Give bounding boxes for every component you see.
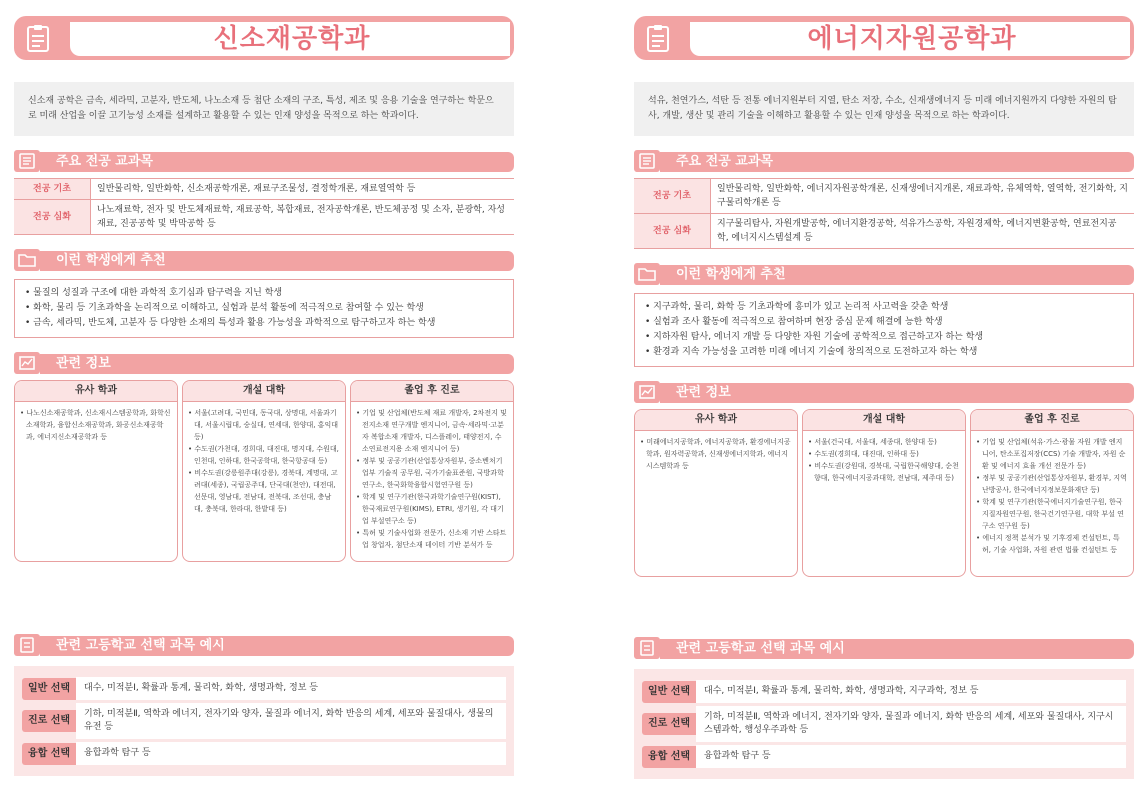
list-item: • 학계 및 연구기관(한국에너지기술연구원, 한국지질자원연구원, 한국건기연구원, 대학 부설 연구소 연구원 등) [976,496,1128,532]
info-column-head: 유사 학과 [15,381,177,402]
notebook-icon [634,637,660,659]
table-row [642,745,1126,768]
table-row [642,706,1126,742]
list-item: • 에너지 정책 분석가 및 기후경제 컨설턴트, 특허, 기술 사업화, 자원 관련 법률 컨설턴트 등 [976,532,1128,556]
course-value: 일반물리학, 일반화학, 신소재공학개론, 재료구조물성, 결정학개론, 재료열역학 등 [91,179,515,200]
course-key: 전공 기초 [634,179,711,214]
hs-value: 기하, 미적분Ⅱ, 역학과 에너지, 전자기와 양자, 물질과 에너지, 화학 반응의 세계, 세포와 물질대사, 생물의 유전 등 [76,703,506,739]
section-header-info: 관련 정보 [14,352,514,374]
course-table [634,178,1134,249]
section-header-highschool: 관련 고등학교 선택 과목 예시 [634,637,1134,659]
list-item: • 수도권(경희대, 대진대, 인하대 등) [808,448,960,460]
page-title: 에너지자원공학과 [807,24,1017,54]
list-item: • 물질의 성질과 구조에 대한 과학적 호기심과 탐구력을 지닌 학생 [25,286,503,301]
list-item: • 화학, 물리 등 기초과학을 논리적으로 이해하고, 실험과 분석 활동에 적극적으로 참여할 수 있는 학생 [25,301,503,316]
title-banner [14,16,514,62]
course-value: 일반물리학, 일반화학, 에너지자원공학개론, 신재생에너지개론, 재료과학, 유체역학, 열역학, 전기화학, 지구물리학개론 등 [711,179,1135,214]
course-value: 지구물리탐사, 자원개발공학, 에너지환경공학, 석유가스공학, 자원경제학, 에너지변환공학, 연료전지공학, 에너지시스템설계 등 [711,214,1135,249]
hs-value: 융합과학 탐구 등 [696,745,1126,768]
hs-key: 진로 선택 [642,713,696,735]
info-columns [634,409,1134,577]
table-row [14,179,514,200]
section-header-recommend: 이런 학생에게 추천 [634,263,1134,285]
hs-key: 융합 선택 [22,743,76,765]
info-column-head: 졸업 후 진로 [351,381,513,402]
hs-key: 일반 선택 [22,678,76,700]
info-columns [14,380,514,562]
list-item: • 서울(건국대, 서울대, 세종대, 한양대 등) [808,436,960,448]
chart-icon [14,352,40,374]
course-value: 나노재료학, 전자 및 반도체재료학, 재료공학, 복합재료, 전자공학개론, 반도체공정 및 소자, 분광학, 자성재료, 진공공학 및 박막공학 등 [91,200,515,235]
list-item: • 서울(고려대, 국민대, 동국대, 상명대, 서울과기대, 서울시립대, 숭실대, 연세대, 한양대, 홍익대 등) [188,407,340,443]
info-column-head: 개설 대학 [803,410,965,431]
hs-value: 대수, 미적분Ⅰ, 확률과 통계, 물리학, 화학, 생명과학, 정보 등 [76,677,506,700]
info-column-univ [182,380,346,562]
list-item: • 금속, 세라믹, 반도체, 고분자 등 다양한 소재의 특성과 활용 가능성을 과학적으로 탐구하고자 하는 학생 [25,316,503,331]
course-table [14,178,514,235]
book-icon [14,150,40,172]
clipboard-icon [646,24,670,52]
section-header-courses: 주요 전공 교과목 [634,150,1134,172]
table-row [642,680,1126,703]
list-item: • 기업 및 산업체(석유·가스·광물 자원 개발 엔지니어, 탄소포집저장(CCS) 기술 개발자, 자원 순환 및 에너지 효율 개선 전문가 등) [976,436,1128,472]
info-column-univ [802,409,966,577]
hs-value: 기하, 미적분Ⅱ, 역학과 에너지, 전자기와 양자, 물질과 에너지, 화학 반응의 세계, 세포와 물질대사, 지구시스템과학, 행성우주과학 등 [696,706,1126,742]
list-item: • 실험과 조사 활동에 적극적으로 참여하며 현장 중심 문제 해결에 능한 학생 [645,315,1123,330]
highschool-table [14,666,514,776]
recommend-list [14,279,514,338]
list-item: • 지구과학, 물리, 화학 등 기초과학에 흥미가 있고 논리적 사고력을 갖춘 학생 [645,300,1123,315]
table-row [22,677,506,700]
list-item: • 미래에너지공학과, 에너지공학과, 환경에너지공학과, 원자력공학과, 신재생에너지학과, 에너지시스템학과 등 [640,436,792,472]
info-column-similar [14,380,178,562]
info-column-career [970,409,1134,577]
table-row [634,179,1134,214]
notebook-icon [14,634,40,656]
section-header-courses: 주요 전공 교과목 [14,150,514,172]
page-title: 신소재공학과 [213,24,371,54]
book-icon [634,150,660,172]
list-item: • 환경과 지속 가능성을 고려한 미래 에너지 기술에 창의적으로 도전하고자 하는 학생 [645,345,1123,360]
list-item: • 기업 및 산업체(반도체 재료 개발자, 2차전지 및 전지소재 연구개발 엔지니어, 금속·세라믹·고분자 복합소재 개발자, 디스플레이, 태양전지, 수소연료전지용 소재 엔지니어 등) [356,407,508,455]
list-item: • 정부 및 공공기관(산업통상자원부, 중소벤처기업부 기술직 공무원, 국가기술표준원, 국방과학연구소, 한국화학융합시험연구원 등) [356,455,508,491]
highschool-table [634,669,1134,779]
folder-icon [14,249,40,271]
table-row [22,703,506,739]
table-row [634,214,1134,249]
list-item: • 비수도권(강릉원주대(강릉), 경북대, 계명대, 고려대(세종), 국립공주대, 단국대(천안), 대전대, 선문대, 영남대, 전남대, 전북대, 조선대, 충남대, 충북대, 한라대, 한밭대 등) [188,467,340,515]
section-header-info: 관련 정보 [634,381,1134,403]
recommend-list [634,293,1134,367]
section-header-highschool: 관련 고등학교 선택 과목 예시 [14,634,514,656]
info-column-head: 개설 대학 [183,381,345,402]
course-key: 전공 심화 [634,214,711,249]
list-item: • 학계 및 연구기관(한국과학기술연구원(KIST), 한국재료연구원(KIMS), ETRI, 생기원, 각 대기업 부설연구소 등) [356,491,508,527]
list-item: • 나노신소재공학과, 신소재시스템공학과, 화학신소재학과, 융합신소재공학과, 화공신소재공학과, 에너지신소재공학과 등 [20,407,172,443]
info-column-career [350,380,514,562]
folder-icon [634,263,660,285]
list-item: • 지하자원 탐사, 에너지 개발 등 다양한 자원 기술에 공학적으로 접근하고자 하는 학생 [645,330,1123,345]
hs-key: 진로 선택 [22,710,76,732]
list-item: • 수도권(가천대, 경희대, 대진대, 명지대, 수원대, 인천대, 인하대, 한국공학대, 한국항공대 등) [188,443,340,467]
table-row [22,742,506,765]
left-page [14,0,514,776]
chart-icon [634,381,660,403]
info-column-head: 유사 학과 [635,410,797,431]
list-item: • 특허 및 기술사업화 전문가, 신소재 기반 스타트업 창업자, 첨단소재 데이터 기반 분석가 등 [356,527,508,551]
list-item: • 비수도권(강원대, 경북대, 국립한국해양대, 순천향대, 한국에너지공과대학, 전남대, 제주대 등) [808,460,960,484]
right-page [634,0,1134,779]
hs-value: 대수, 미적분Ⅰ, 확률과 통계, 물리학, 화학, 생명과학, 지구과학, 정보 등 [696,680,1126,703]
intro-text: 신소재 공학은 금속, 세라믹, 고분자, 반도체, 나노소재 등 첨단 소재의 구조, 특성, 제조 및 응용 기술을 연구하는 학문으로 미래 산업을 이끌 고기능성 소재를 설계하고 활용할 수 있는 인재 양성을 목적으로 하는 학과이다. [14,82,514,136]
title-banner [634,16,1134,62]
course-key: 전공 기초 [14,179,91,200]
hs-key: 융합 선택 [642,746,696,768]
hs-key: 일반 선택 [642,681,696,703]
clipboard-icon [26,24,50,52]
section-header-recommend: 이런 학생에게 추천 [14,249,514,271]
hs-value: 융합과학 탐구 등 [76,742,506,765]
info-column-head: 졸업 후 진로 [971,410,1133,431]
table-row [14,200,514,235]
intro-text: 석유, 천연가스, 석탄 등 전통 에너지원부터 지열, 탄소 저장, 수소, 신재생에너지 등 미래 에너지원까지 다양한 자원의 탐사, 개발, 생산 및 관리 기술을 이해하고 활용할 수 있는 인재 양성을 목적으로 하는 학과이다. [634,82,1134,136]
list-item: • 정부 및 공공기관(산업통상자원부, 환경부, 지역난방공사, 한국에너지정보문화재단 등) [976,472,1128,496]
course-key: 전공 심화 [14,200,91,235]
info-column-similar [634,409,798,577]
